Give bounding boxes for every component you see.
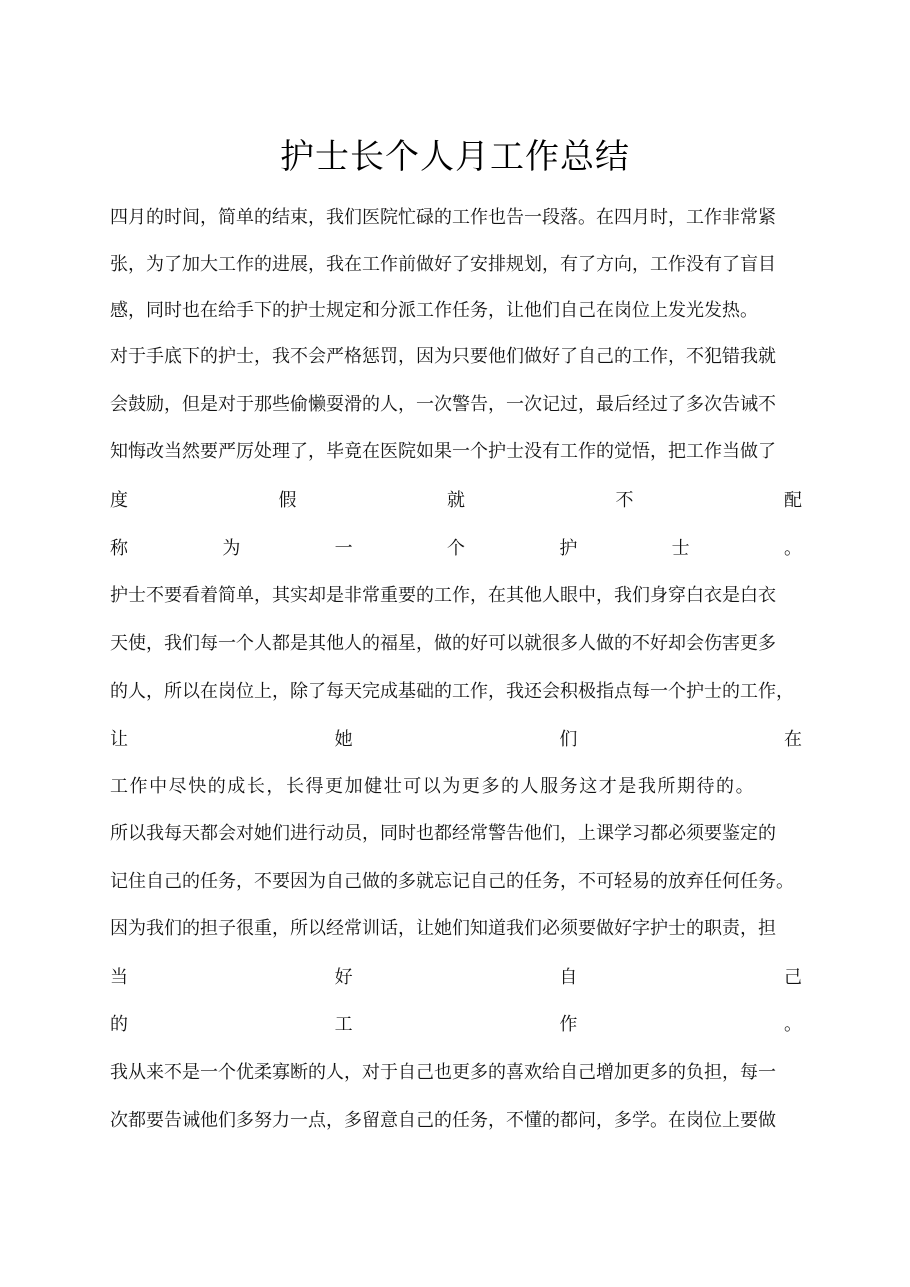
- paragraph-line: 护士不要看着简单，其实却是非常重要的工作，在其他人眼中，我们身穿白衣是白衣: [110, 585, 776, 606]
- spread-char: 假: [278, 490, 297, 511]
- spread-char: 的: [110, 1014, 128, 1035]
- spread-line: [110, 486, 802, 516]
- paragraph-line: 记住自己的任务，不要因为自己做的多就忘记自己的任务，不可轻易的放弃任何任务。: [110, 871, 794, 892]
- spread-char: 护: [559, 538, 578, 559]
- spread-char: 。: [783, 538, 802, 559]
- spread-char: 。: [783, 1014, 802, 1035]
- paragraph-line: 张，为了加大工作的进展，我在工作前做好了安排规划，有了方向，工作没有了盲目: [110, 254, 776, 275]
- spread-char: 让: [110, 729, 128, 750]
- spread-char: 称: [110, 538, 128, 559]
- paragraph-line: 对于手底下的护士，我不会严格惩罚，因为只要他们做好了自己的工作，不犯错我就: [110, 346, 776, 367]
- spread-char: 度: [110, 490, 128, 511]
- paragraph-line: 天使，我们每一个人都是其他人的福星，做的好可以就很多人做的不好却会伤害更多: [110, 633, 776, 654]
- spread-line: [110, 1010, 802, 1040]
- spread-char: 她: [334, 729, 353, 750]
- paragraph-line: 我从来不是一个优柔寡断的人，对于自己也更多的喜欢给自己增加更多的负担，每一: [110, 1062, 776, 1083]
- paragraph-line: 四月的时间，简单的结束，我们医院忙碌的工作也告一段落。在四月时，工作非常紧: [110, 207, 776, 228]
- paragraph-line: 因为我们的担子很重，所以经常训话，让她们知道我们必须要做好字护士的职责，担: [110, 918, 776, 939]
- paragraph-line: 工作中尽快的成长，长得更加健壮可以为更多的人服务这才是我所期待的。: [110, 776, 756, 797]
- spread-char: 为: [222, 538, 241, 559]
- paragraph-line: 感，同时也在给手下的护士规定和分派工作任务，让他们自己在岗位上发光发热。: [110, 300, 758, 321]
- paragraph-line: 所以我每天都会对她们进行动员，同时也都经常警告他们，上课学习都必须要鉴定的: [110, 823, 776, 844]
- spread-char: 配: [784, 490, 802, 511]
- spread-line: [110, 963, 802, 993]
- paragraph-line: 的人，所以在岗位上，除了每天完成基础的工作，我还会积极指点每一个护士的工作，: [110, 681, 794, 702]
- spread-char: 就: [447, 490, 465, 511]
- document-title: 护士长个人月工作总结: [280, 137, 630, 177]
- spread-char: 工: [334, 1014, 353, 1035]
- spread-line: [110, 725, 802, 755]
- spread-char: 好: [334, 967, 353, 988]
- spread-char: 士: [671, 538, 690, 559]
- paragraph-line: 次都要告诫他们多努力一点，多留意自己的任务，不懂的都问，多学。在岗位上要做: [110, 1110, 776, 1131]
- spread-char: 当: [110, 967, 128, 988]
- spread-char: 己: [783, 967, 802, 988]
- spread-line: [110, 534, 802, 564]
- spread-char: 在: [783, 729, 802, 750]
- spread-char: 们: [559, 729, 578, 750]
- spread-char: 个: [446, 538, 465, 559]
- spread-char: 一: [334, 538, 353, 559]
- paragraph-line: 知悔改当然要严厉处理了，毕竟在医院如果一个护士没有工作的觉悟，把工作当做了: [110, 441, 776, 462]
- paragraph-line: 会鼓励，但是对于那些偷懒耍滑的人，一次警告，一次记过，最后经过了多次告诫不: [110, 394, 776, 415]
- spread-char: 自: [559, 967, 578, 988]
- spread-char: 不: [615, 490, 634, 511]
- spread-char: 作: [559, 1014, 578, 1035]
